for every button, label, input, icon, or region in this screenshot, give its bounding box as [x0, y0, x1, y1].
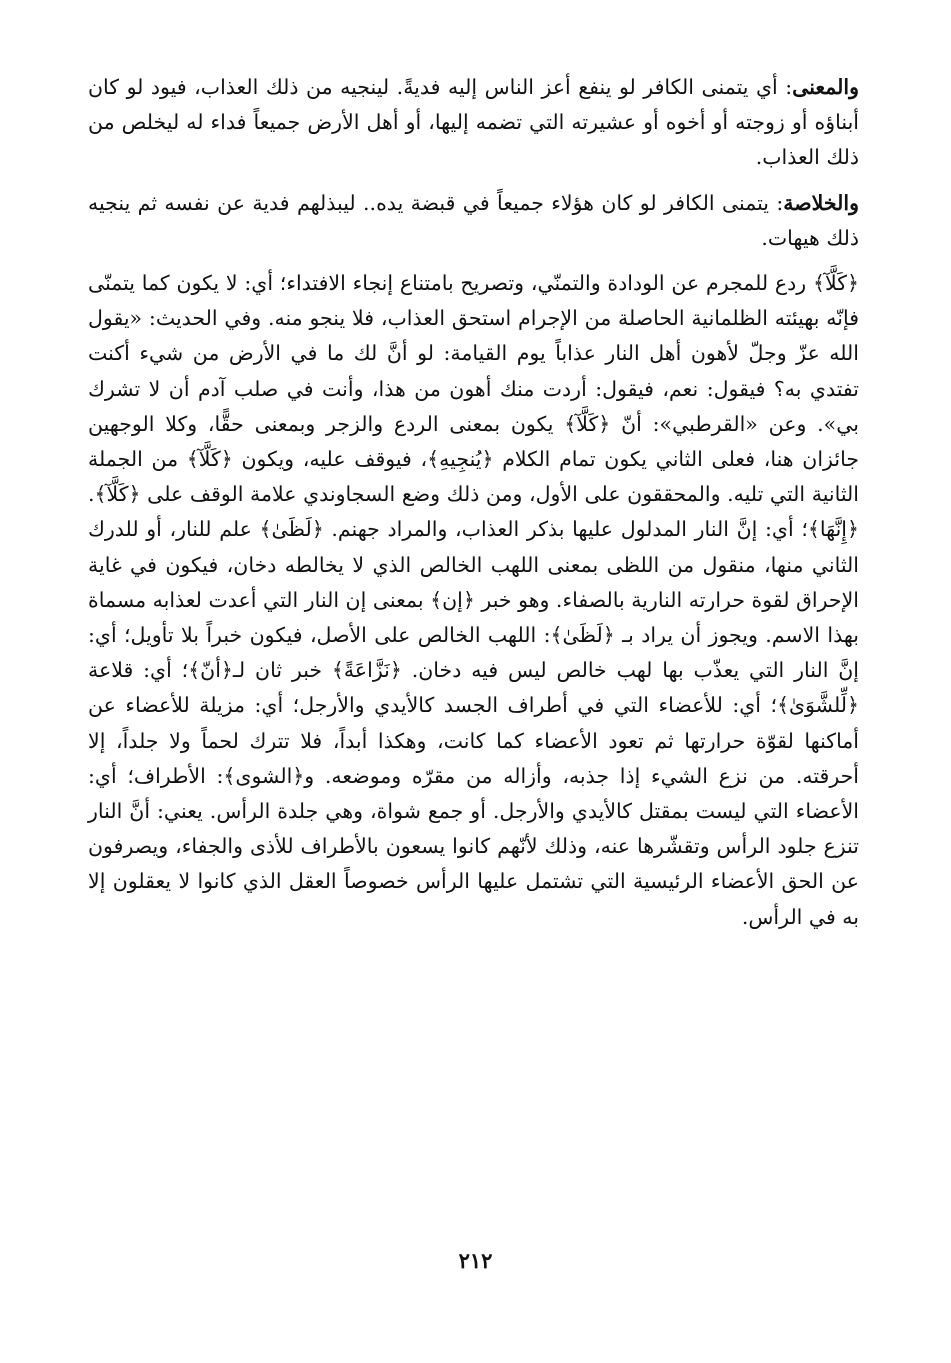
paragraph-text: : أي يتمنى الكافر لو ينفع أعز الناس إليه فديةً. لينجيه من ذلك العذاب، فيود لو كان أبناؤه أو زوجته أو أخوه أو عشيرته التي تضمه إليها، أو أهل الأرض جميعاً فداء له ليخلص من ذلك العذاب. [88, 75, 859, 170]
paragraph-lead: والمعنى [792, 75, 859, 99]
paragraph-text: : يتمنى الكافر لو كان هؤلاء جميعاً في قبضة يده.. ليبذلهم فدية عن نفسه ثم ينجيه ذلك هيهات. [88, 190, 859, 250]
paragraph-text: ﴿كَلَّآ﴾ ردع للمجرم عن الودادة والتمنّي، وتصريح بامتناع إنجاء الافتداء؛ أي: لا يكون كما يتمنّى فإنّه بهيئته الظلمانية الحاصلة من الإجرام استحق العذاب، فلا ينجو منه. وفي الحديث: «يقول الله عزّ وجلّ لأهون أهل النار عذاباً يوم القيامة: لو أنَّ لك ما في الأرض من شيء أكنت تفتدي به؟ فيقول: نعم، فيقول: أردت منك أهون من هذا، وأنت في صلب آدم أن لا تشرك بي». وعن «القرطبي»: أنّ ﴿كَلَّآ﴾ يكون بمعنى الردع والزجر وبمعنى حقًّا، وكلا الوجهين جائزان هنا، فعلى الثاني يكون تمام الكلام ﴿يُنجِيهِ﴾، فيوقف عليه، ويكون ﴿كَلَّآ﴾ من الجملة الثانية التي تليه. والمحققون على الأول، ومن ذلك وضع السجاوندي علامة الوقف على ﴿كَلَّآ﴾. ﴿إِنَّهَا﴾؛ أي: إنَّ النار المدلول عليها بذكر العذاب، والمراد جهنم. ﴿لَظَىٰ﴾ علم للنار، أو للدرك الثاني منها، منقول من اللظى بمعنى اللهب الخالص الذي لا يخالطه دخان، فيكون في غاية الإحراق لقوة حرارته النارية بالصفاء. وهو خبر ﴿إن﴾ بمعنى إن النار التي أعدت لعذابه مسماة بهذا الاسم. ويجوز أن يراد بـ ﴿لَظَىٰ﴾: اللهب الخالص على الأصل، فيكون خبراً بلا تأويل؛ أي: إنَّ النار التي يعذّب بها لهب خالص ليس فيه دخان. ﴿نَزَّاعَةً﴾ خبر ثان لـ﴿أنّ﴾؛ أي: قلاعة ﴿لِّلشَّوَىٰ﴾؛ أي: للأعضاء التي في أطراف الجسد كالأيدي والأرجل؛ أي: مزيلة للأعضاء عن أماكنها لقوّة حرارتها ثم تعود الأعضاء كما كانت، وهكذا أبداً، فلا تترك لحماً ولا جلداً، إلا أحرقته. من نزع الشيء إذا جذبه، وأزاله من مقرّه وموضعه. و﴿الشوى﴾: الأطراف؛ أي: الأعضاء التي ليست بمقتل كالأيدي والأرجل. أو جمع شواة، وهي جلدة الرأس. يعني: أنَّ النار تنزع جلود الرأس وتقشّرها عنه، وذلك لأنّهم كانوا يسعون بالأطراف للأذى والجفاء، ويصرفون عن الحق الأعضاء الرئيسية التي تشتمل عليها الرأس خصوصاً العقل الذي كانوا لا يعقلون إلا به في الرأس. [88, 271, 859, 929]
paragraph-summary [88, 186, 859, 256]
paragraph-lead: والخلاصة [783, 190, 859, 215]
paragraph-meaning [88, 70, 859, 176]
page-number: ٢١٢ [458, 1248, 493, 1273]
paragraph-commentary [88, 266, 859, 935]
